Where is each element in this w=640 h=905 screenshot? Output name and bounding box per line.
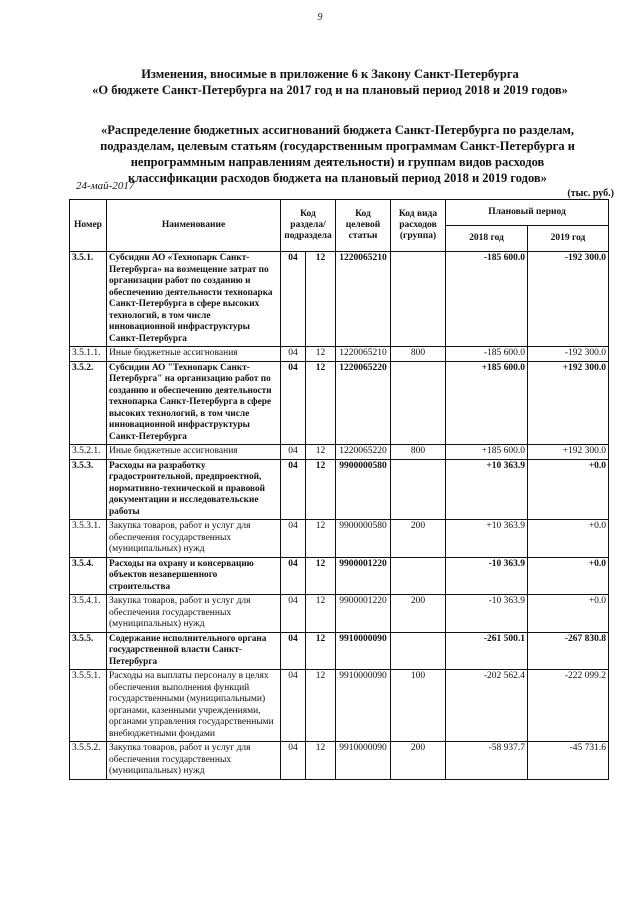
row-name: Иные бюджетные ассигнования bbox=[107, 347, 281, 362]
row-name: Содержание исполнительного органа государственной власти Санкт-Петербурга bbox=[107, 632, 281, 670]
row-amount-2019: +0.0 bbox=[528, 595, 609, 633]
row-target-code: 1220065220 bbox=[336, 361, 391, 445]
document-header bbox=[40, 66, 620, 98]
row-number: 3.5.4.1. bbox=[70, 595, 107, 633]
row-amount-2018: -10 363.9 bbox=[446, 595, 528, 633]
row-expense-kind: 800 bbox=[391, 347, 446, 362]
row-expense-kind: 200 bbox=[391, 742, 446, 780]
appendix-title bbox=[60, 122, 615, 186]
row-amount-2018: -202 562.4 bbox=[446, 670, 528, 742]
row-amount-2018: +185 600.0 bbox=[446, 445, 528, 460]
row-number: 3.5.2. bbox=[70, 361, 107, 445]
column-header-planning-period: Плановый период bbox=[446, 200, 609, 226]
table-body bbox=[70, 252, 609, 780]
row-number: 3.5.3.1. bbox=[70, 520, 107, 558]
row-amount-2018: +10 363.9 bbox=[446, 459, 528, 520]
appendix-title-line-4: классификации расходов бюджета на плановый период 2018 и 2019 годов» bbox=[128, 171, 547, 185]
table-row bbox=[70, 459, 609, 520]
row-subsection-code: 12 bbox=[306, 347, 336, 362]
table-row bbox=[70, 445, 609, 460]
column-header-2018: 2018 год bbox=[446, 226, 528, 252]
row-expense-kind: 200 bbox=[391, 520, 446, 558]
row-name: Расходы на разработку градостроительной, предпроектной, нормативно-технической и правовой документации и исследовательские работы bbox=[107, 459, 281, 520]
row-target-code: 1220065220 bbox=[336, 445, 391, 460]
column-header-number: Номер bbox=[70, 200, 107, 252]
row-subsection-code: 12 bbox=[306, 557, 336, 595]
row-number: 3.5.5.2. bbox=[70, 742, 107, 780]
row-section-code: 04 bbox=[281, 361, 306, 445]
row-section-code: 04 bbox=[281, 252, 306, 347]
table-row bbox=[70, 361, 609, 445]
table-row bbox=[70, 632, 609, 670]
table-row bbox=[70, 520, 609, 558]
row-section-code: 04 bbox=[281, 557, 306, 595]
row-subsection-code: 12 bbox=[306, 670, 336, 742]
row-target-code: 9910000090 bbox=[336, 632, 391, 670]
row-amount-2019: +0.0 bbox=[528, 459, 609, 520]
row-number: 3.5.5.1. bbox=[70, 670, 107, 742]
row-subsection-code: 12 bbox=[306, 361, 336, 445]
row-amount-2018: +10 363.9 bbox=[446, 520, 528, 558]
table-row bbox=[70, 557, 609, 595]
row-amount-2019: +192 300.0 bbox=[528, 361, 609, 445]
row-name: Расходы на охрану и консервацию объектов незавершенного строительства bbox=[107, 557, 281, 595]
table-row bbox=[70, 670, 609, 742]
row-amount-2018: +185 600.0 bbox=[446, 361, 528, 445]
row-expense-kind bbox=[391, 557, 446, 595]
row-subsection-code: 12 bbox=[306, 595, 336, 633]
row-amount-2019: -192 300.0 bbox=[528, 347, 609, 362]
row-expense-kind: 100 bbox=[391, 670, 446, 742]
row-amount-2018: -10 363.9 bbox=[446, 557, 528, 595]
document-date: 24-май-2017 bbox=[76, 180, 135, 192]
row-target-code: 9900001220 bbox=[336, 595, 391, 633]
row-number: 3.5.1. bbox=[70, 252, 107, 347]
row-section-code: 04 bbox=[281, 670, 306, 742]
row-amount-2019: -192 300.0 bbox=[528, 252, 609, 347]
row-target-code: 9900001220 bbox=[336, 557, 391, 595]
row-section-code: 04 bbox=[281, 742, 306, 780]
row-expense-kind: 200 bbox=[391, 595, 446, 633]
column-header-name: Наименование bbox=[107, 200, 281, 252]
column-header-target-code: Код целевой статьи bbox=[336, 200, 391, 252]
row-section-code: 04 bbox=[281, 445, 306, 460]
row-number: 3.5.1.1. bbox=[70, 347, 107, 362]
table-header bbox=[70, 200, 609, 252]
row-number: 3.5.3. bbox=[70, 459, 107, 520]
row-amount-2019: +192 300.0 bbox=[528, 445, 609, 460]
table-row bbox=[70, 742, 609, 780]
row-target-code: 1220065210 bbox=[336, 347, 391, 362]
header-line-2: «О бюджете Санкт-Петербурга на 2017 год и на плановый период 2018 и 2019 годов» bbox=[92, 83, 568, 97]
row-subsection-code: 12 bbox=[306, 252, 336, 347]
row-amount-2018: -185 600.0 bbox=[446, 347, 528, 362]
row-amount-2019: +0.0 bbox=[528, 557, 609, 595]
header-line-1: Изменения, вносимые в приложение 6 к Закону Санкт-Петербурга bbox=[141, 67, 519, 81]
row-section-code: 04 bbox=[281, 632, 306, 670]
row-amount-2019: +0.0 bbox=[528, 520, 609, 558]
row-amount-2018: -58 937.7 bbox=[446, 742, 528, 780]
column-header-expense-kind: Код вида расходов (группа) bbox=[391, 200, 446, 252]
row-subsection-code: 12 bbox=[306, 632, 336, 670]
row-target-code: 9900000580 bbox=[336, 459, 391, 520]
row-name: Закупка товаров, работ и услуг для обеспечения государственных (муниципальных) нужд bbox=[107, 742, 281, 780]
row-subsection-code: 12 bbox=[306, 459, 336, 520]
table-row bbox=[70, 252, 609, 347]
row-name: Иные бюджетные ассигнования bbox=[107, 445, 281, 460]
row-amount-2018: -185 600.0 bbox=[446, 252, 528, 347]
row-expense-kind bbox=[391, 361, 446, 445]
table-row bbox=[70, 347, 609, 362]
row-subsection-code: 12 bbox=[306, 520, 336, 558]
row-number: 3.5.5. bbox=[70, 632, 107, 670]
row-amount-2018: -261 500.1 bbox=[446, 632, 528, 670]
row-expense-kind bbox=[391, 632, 446, 670]
row-expense-kind: 800 bbox=[391, 445, 446, 460]
appendix-title-line-3: непрограммным направлениям деятельности) и группам видов расходов bbox=[130, 155, 545, 169]
row-section-code: 04 bbox=[281, 347, 306, 362]
appendix-title-line-1: «Распределение бюджетных ассигнований бюджета Санкт-Петербурга по разделам, bbox=[101, 123, 574, 137]
row-amount-2019: -267 830.8 bbox=[528, 632, 609, 670]
row-name: Расходы на выплаты персоналу в целях обеспечения выполнения функций государственными (муниципальными) органами, казенными учреждениями, органами управления государственными внебюджетными фондами bbox=[107, 670, 281, 742]
row-target-code: 9910000090 bbox=[336, 742, 391, 780]
row-section-code: 04 bbox=[281, 520, 306, 558]
row-subsection-code: 12 bbox=[306, 742, 336, 780]
row-name: Закупка товаров, работ и услуг для обеспечения государственных (муниципальных) нужд bbox=[107, 595, 281, 633]
row-section-code: 04 bbox=[281, 459, 306, 520]
row-expense-kind bbox=[391, 252, 446, 347]
budget-table bbox=[69, 199, 609, 780]
column-header-2019: 2019 год bbox=[528, 226, 609, 252]
row-name: Закупка товаров, работ и услуг для обеспечения государственных (муниципальных) нужд bbox=[107, 520, 281, 558]
row-expense-kind bbox=[391, 459, 446, 520]
row-subsection-code: 12 bbox=[306, 445, 336, 460]
row-target-code: 9910000090 bbox=[336, 670, 391, 742]
column-header-section-code: Код раздела/ подраздела bbox=[281, 200, 336, 252]
row-name: Субсидии АО "Технопарк Санкт-Петербурга" на организацию работ по созданию и обеспечению деятельности технопарка Санкт-Петербурга в сфере высоких технологий, в том числе инновационной инфраструктуры Санкт-Петербурга bbox=[107, 361, 281, 445]
row-target-code: 9900000580 bbox=[336, 520, 391, 558]
units-label: (тыс. руб.) bbox=[567, 188, 614, 199]
row-target-code: 1220065210 bbox=[336, 252, 391, 347]
row-amount-2019: -45 731.6 bbox=[528, 742, 609, 780]
page-number: 9 bbox=[317, 12, 323, 23]
row-amount-2019: -222 099.2 bbox=[528, 670, 609, 742]
table-row bbox=[70, 595, 609, 633]
row-number: 3.5.4. bbox=[70, 557, 107, 595]
appendix-title-line-2: подразделам, целевым статьям (государственным программам Санкт-Петербурга и bbox=[100, 139, 575, 153]
row-number: 3.5.2.1. bbox=[70, 445, 107, 460]
row-name: Субсидии АО «Технопарк Санкт-Петербурга» на возмещение затрат по организации работ по созданию и обеспечению деятельности технопарка Санкт-Петербурга в сфере высоких технологий, в том числе инновационной инфраструктуры Санкт-Петербурга bbox=[107, 252, 281, 347]
row-section-code: 04 bbox=[281, 595, 306, 633]
